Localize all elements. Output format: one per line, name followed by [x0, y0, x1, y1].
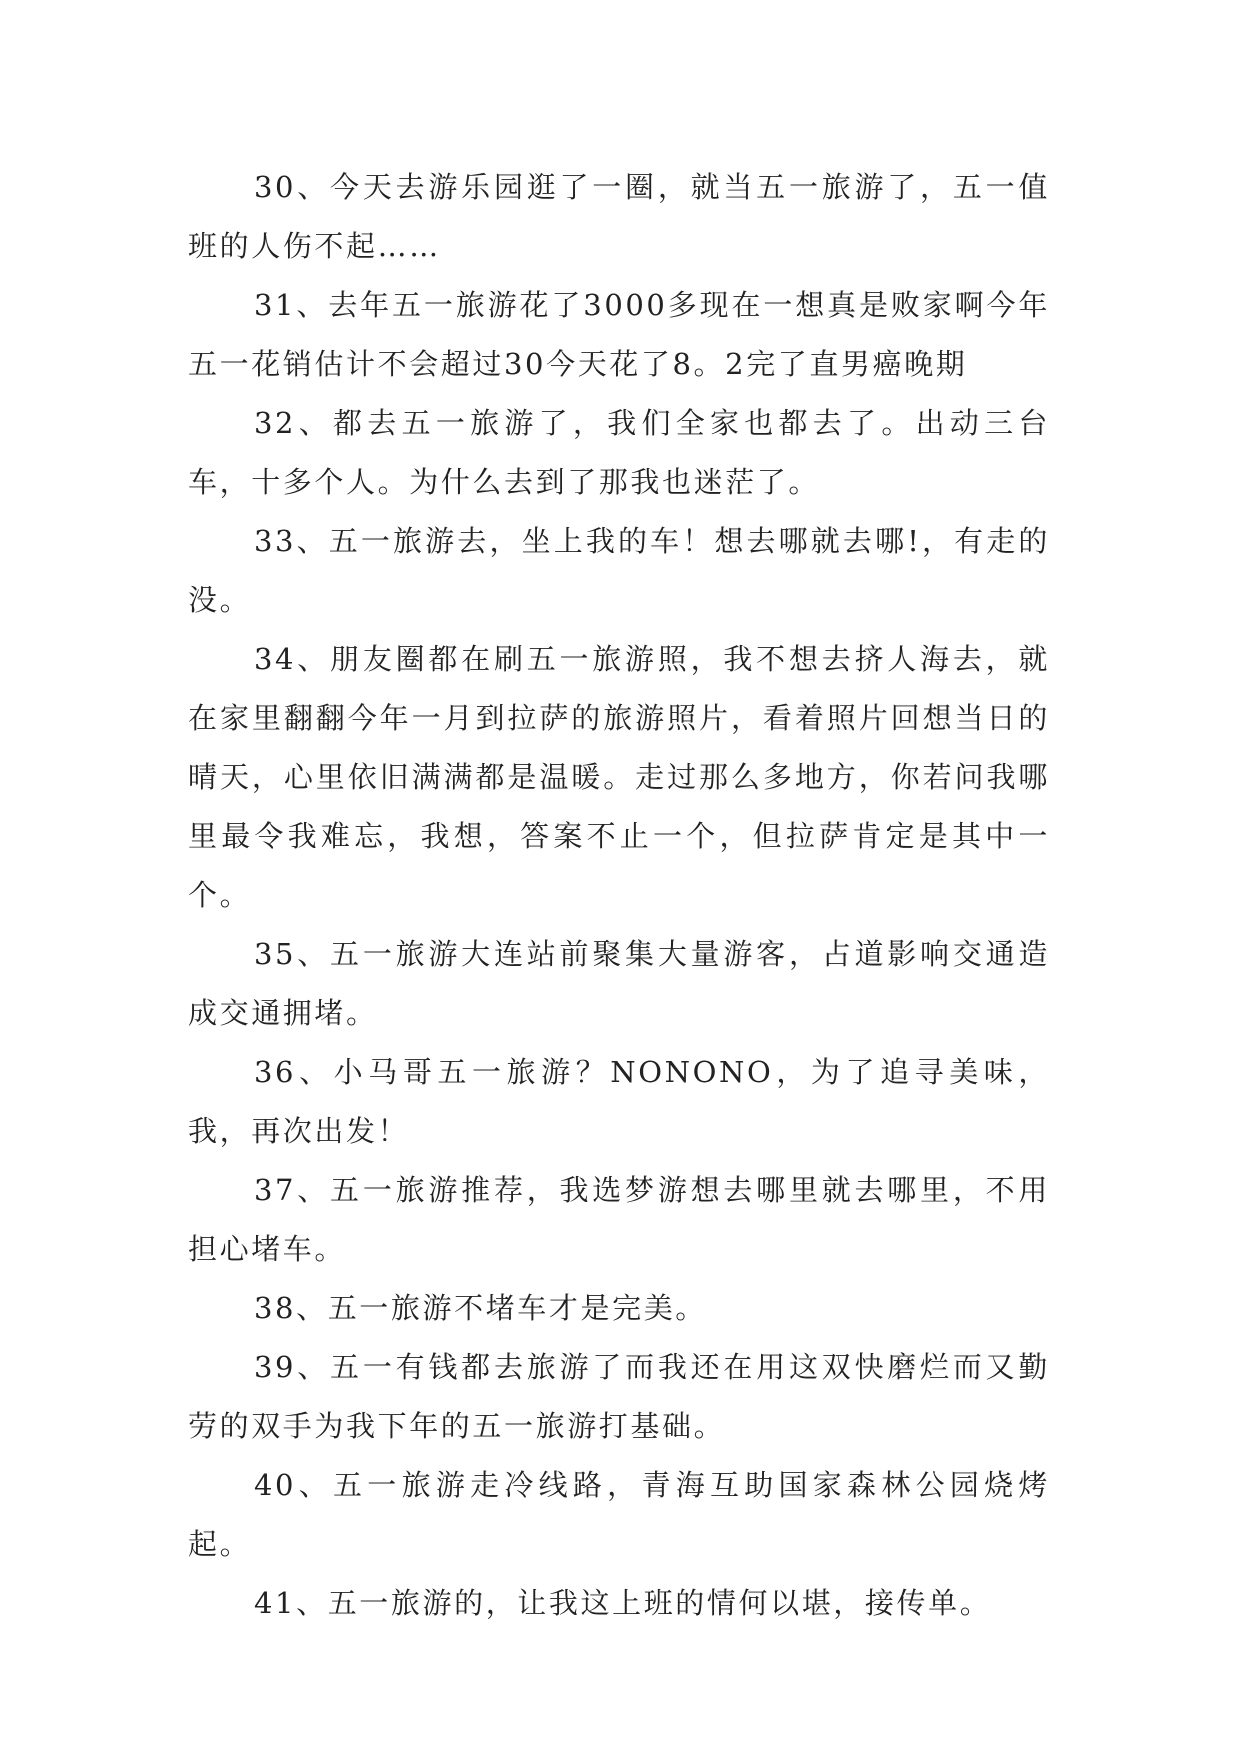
paragraph-39: 39、五一有钱都去旅游了而我还在用这双快磨烂而又勤劳的双手为我下年的五一旅游打基础。 — [188, 1350, 1050, 1443]
paragraph-41: 41、五一旅游的，让我这上班的情何以堪，接传单。 — [254, 1586, 992, 1620]
paragraph-32: 32、都去五一旅游了，我们全家也都去了。出动三台车，十多个人。为什么去到了那我也迷茫了。 — [188, 406, 1050, 499]
document-body — [188, 158, 1050, 1633]
paragraph-33: 33、五一旅游去，坐上我的车！想去哪就去哪!，有走的没。 — [188, 524, 1050, 617]
paragraph-31: 31、去年五一旅游花了3000多现在一想真是败家啊今年五一花销估计不会超过30今天花了8。2完了直男癌晚期 — [188, 288, 1050, 381]
paragraph-34: 34、朋友圈都在刷五一旅游照，我不想去挤人海去，就在家里翻翻今年一月到拉萨的旅游照片，看着照片回想当日的晴天，心里依旧满满都是温暖。走过那么多地方，你若问我哪里最令我难忘，我想，答案不止一个，但拉萨肯定是其中一个。 — [188, 642, 1050, 912]
paragraph-36: 36、小马哥五一旅游？NONONO，为了追寻美味，我，再次出发！ — [188, 1055, 1050, 1148]
paragraph-30: 30、今天去游乐园逛了一圈，就当五一旅游了，五一值班的人伤不起…… — [188, 170, 1050, 263]
paragraph-35: 35、五一旅游大连站前聚集大量游客，占道影响交通造成交通拥堵。 — [188, 937, 1050, 1030]
paragraph-38: 38、五一旅游不堵车才是完美。 — [254, 1291, 707, 1325]
paragraph-37: 37、五一旅游推荐，我选梦游想去哪里就去哪里，不用担心堵车。 — [188, 1173, 1050, 1266]
paragraph-40: 40、五一旅游走冷线路，青海互助国家森林公园烧烤起。 — [188, 1468, 1050, 1561]
